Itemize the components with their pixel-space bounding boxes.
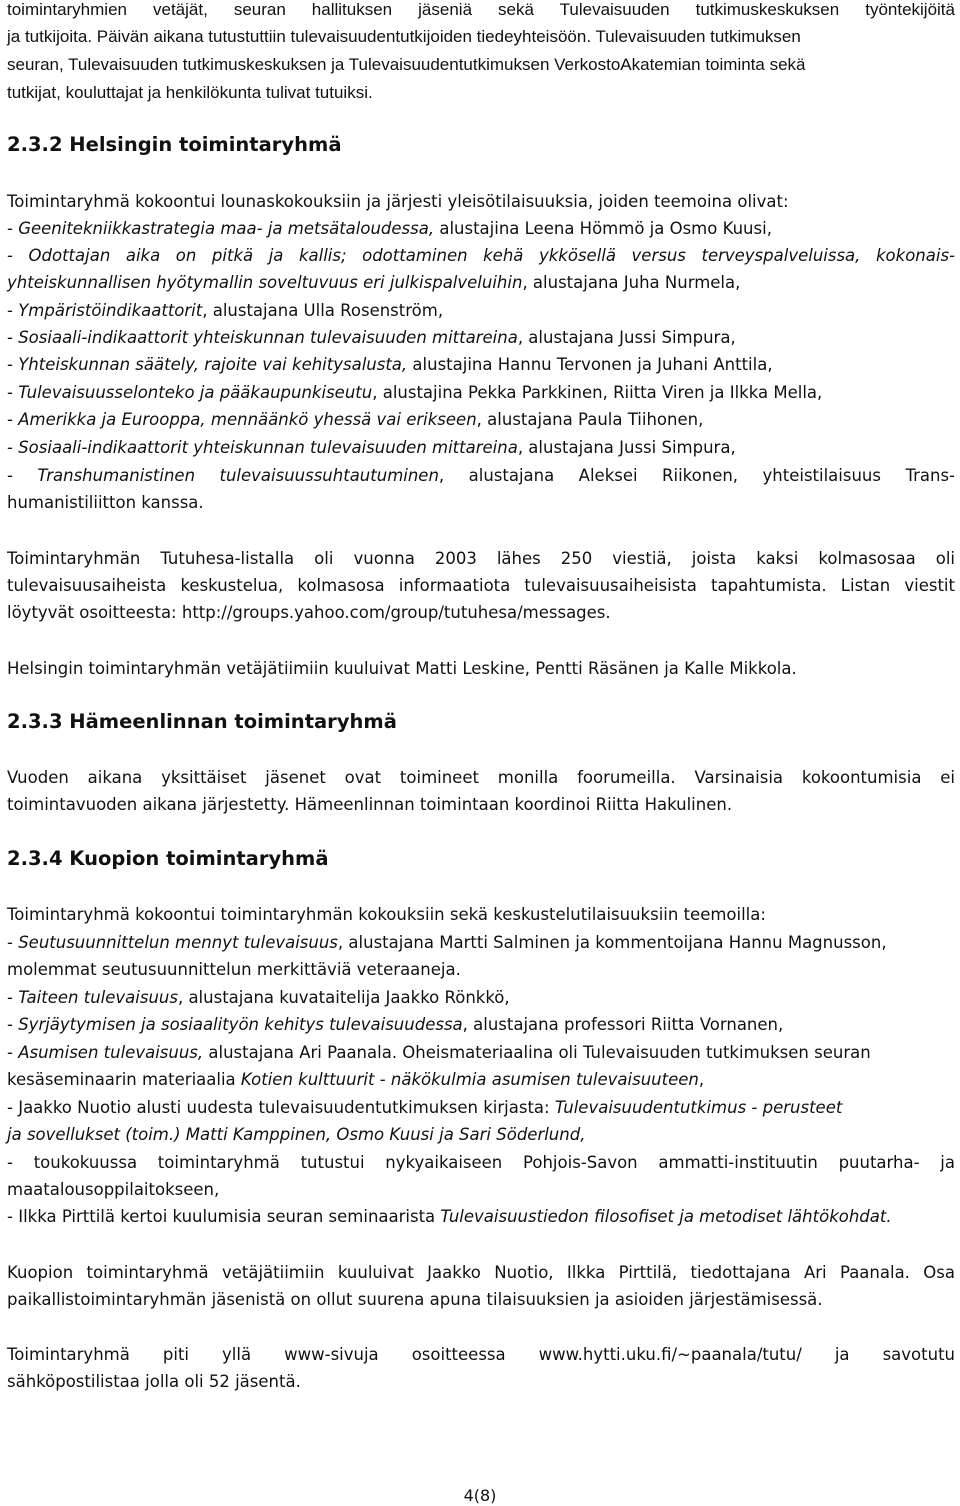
section-heading-hameenlinna: 2.3.3 Hämeenlinnan toimintaryhmä	[7, 710, 397, 733]
list-item: - Yhteiskunnan säätely, rajoite vai kehitysalusta, alustajina Hannu Tervonen ja Juhani Anttila,	[7, 355, 773, 374]
list-item: - Transhumanistinen tulevaisuussuhtautuminen, alustajana Aleksei Riikonen, yhteistilaisuus Trans-	[7, 466, 955, 485]
list-item: kesäseminaarin materiaalia Kotien kulttuurit - näkökulmia asumisen tulevaisuuteen,	[7, 1070, 705, 1089]
intro-line: toimintaryhmien vetäjät, seuran hallituksen jäseniä sekä Tulevaisuuden tutkimuskeskuksen työntekijöitä	[7, 0, 955, 19]
list-item: - Sosiaali-indikaattorit yhteiskunnan tulevaisuuden mittareina, alustajana Jussi Simpura,	[7, 438, 736, 457]
list-item: molemmat seutusuunnittelun merkittäviä veteraaneja.	[7, 960, 461, 979]
list-item: - Amerikka ja Eurooppa, mennäänkö yhessä vai erikseen, alustajana Paula Tiihonen,	[7, 410, 704, 429]
paragraph-line: tulevaisuusaiheista keskustelua, kolmasosa informaatiota tulevaisuusaiheisista tapahtumista. Listan viestit	[7, 576, 955, 595]
list-item: - Syrjäytymisen ja sosiaalityön kehitys tulevaisuudessa, alustajana professori Riitta Vornanen,	[7, 1015, 784, 1034]
section-heading-helsinki: 2.3.2 Helsingin toimintaryhmä	[7, 133, 342, 156]
list-item: - Seutusuunnittelun mennyt tulevaisuus, alustajana Martti Salminen ja kommentoijana Hannu Magnusson,	[7, 933, 887, 952]
paragraph-line: Kuopion toimintaryhmä vetäjätiimiin kuuluivat Jaakko Nuotio, Ilkka Pirttilä, tiedottajana Ari Paanala. Osa	[7, 1263, 955, 1282]
list-item: - Taiteen tulevaisuus, alustajana kuvataitelija Jaakko Rönkkö,	[7, 988, 510, 1007]
helsinki-leaders: Helsingin toimintaryhmän vetäjätiimiin kuuluivat Matti Leskine, Pentti Räsänen ja Kalle Mikkola.	[7, 659, 797, 678]
list-item: humanistiliitton kanssa.	[7, 493, 204, 512]
paragraph-line: löytyvät osoitteesta: http://groups.yahoo.com/group/tutuhesa/messages.	[7, 603, 611, 622]
page-number: 4(8)	[463, 1486, 497, 1505]
kuopio-intro: Toimintaryhmä kokoontui toimintaryhmän kokouksiin sekä keskustelutilaisuuksiin teemoilla:	[7, 905, 766, 924]
list-item: - Geenitekniikkastrategia maa- ja metsätaloudessa, alustajina Leena Hömmö ja Osmo Kuusi,	[7, 219, 772, 238]
list-item: maatalousoppilaitokseen,	[7, 1180, 220, 1199]
list-item: ja sovellukset (toim.) Matti Kamppinen, Osmo Kuusi ja Sari Söderlund,	[7, 1125, 586, 1144]
list-item: - Odottajan aika on pitkä ja kallis; odottaminen kehä ykkösellä versus terveyspalveluissa, kokonais-	[7, 246, 955, 265]
section-heading-kuopio: 2.3.4 Kuopion toimintaryhmä	[7, 847, 329, 870]
list-item: - Asumisen tulevaisuus, alustajana Ari Paanala. Oheismateriaalina oli Tulevaisuuden tutkimuksen seuran	[7, 1043, 871, 1062]
list-item: - toukokuussa toimintaryhmä tutustui nykyaikaiseen Pohjois-Savon ammatti-instituutin puutarha- ja	[7, 1153, 955, 1172]
intro-line: tutkijat, kouluttajat ja henkilökunta tulivat tutuiksi.	[7, 83, 373, 102]
list-item: - Jaakko Nuotio alusti uudesta tulevaisuudentutkimuksen kirjasta: Tulevaisuudentutkimus - perusteet	[7, 1098, 843, 1117]
helsinki-intro: Toimintaryhmä kokoontui lounaskokouksiin ja järjesti yleisötilaisuuksia, joiden teemoina olivat:	[7, 192, 789, 211]
list-item: - Tulevaisuusselonteko ja pääkaupunkiseutu, alustajina Pekka Parkkinen, Riitta Viren ja Ilkka Mella,	[7, 383, 823, 402]
paragraph-line: sähköpostilistaa jolla oli 52 jäsentä.	[7, 1372, 301, 1391]
paragraph-line: toimintavuoden aikana järjestetty. Hämeenlinnan toimintaan koordinoi Riitta Hakulinen.	[7, 795, 733, 814]
paragraph-line: Vuoden aikana yksittäiset jäsenet ovat toimineet monilla foorumeilla. Varsinaisia kokoontumisia ei	[7, 768, 955, 787]
paragraph-line: paikallistoimintaryhmän jäsenistä on ollut suurena apuna tilaisuuksien ja asioiden järjestämisessä.	[7, 1290, 823, 1309]
list-item: yhteiskunnallisen hyötymallin soveltuvuus eri julkispalveluihin, alustajana Juha Nurmela,	[7, 273, 741, 292]
list-item: - Sosiaali-indikaattorit yhteiskunnan tulevaisuuden mittareina, alustajana Jussi Simpura,	[7, 328, 736, 347]
paragraph-line: Toimintaryhmä piti yllä www-sivuja osoitteessa www.hytti.uku.fi/~paanala/tutu/ ja savotutu	[7, 1345, 955, 1364]
paragraph-line: Toimintaryhmän Tutuhesa-listalla oli vuonna 2003 lähes 250 viestiä, joista kaksi kolmasosaa oli	[7, 549, 955, 568]
intro-line: ja tutkijoita. Päivän aikana tutustuttiin tulevaisuudentutkijoiden tiedeyhteisöön. Tulevaisuuden tutkimuksen	[7, 27, 801, 46]
list-item: - Ilkka Pirttilä kertoi kuulumisia seuran seminaarista Tulevaisuustiedon filosofiset ja metodiset lähtökohdat.	[7, 1207, 892, 1226]
intro-line: seuran, Tulevaisuuden tutkimuskeskuksen ja Tulevaisuudentutkimuksen VerkostoAkatemian toiminta sekä	[7, 55, 806, 74]
list-item: - Ympäristöindikaattorit, alustajana Ulla Rosenström,	[7, 301, 444, 320]
